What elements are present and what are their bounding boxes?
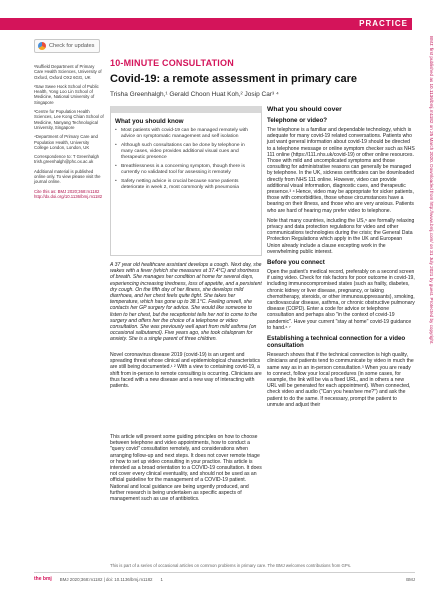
box-heading: What you should know [115,118,184,125]
series-note: This is part of a series of occasional articles on common problems in primary care. The BMJ welcomes contributions from GPs. [110,563,352,568]
affiliation-1: ¹Nuffield Department of Primary Care Health Sciences, University of Oxford, Oxford OX2 6GG, UK [34,64,102,80]
case-scenario: A 37 year old healthcare assistant develops a cough. Next day, she wakes with a fever (which she measures at 37.4°C) and shortness of breath. She manages her condition at home for several days, experiencing increasing tiredness, loss of appetite, and a persistent dry cough. On the fifth day of her illness, she develops mild diarrhoea, and her chest feels quite tight. She takes her temperature, which has gone up to 38.1°C. Feeling unwell, she contacts her GP surgery for advice. She would like someone to listen to her chest, but the receptionist tells her not to come to the surgery and offers her the choice of a telephone or video consultation. She was previously well apart from mild asthma (on occasional salbutamol). Five years ago, she took citalopram for anxiety. She is a single parent of three children. [110,262,262,343]
affiliation-4: ⁴Department of Primary Care and Population Health, University College London, London, UK [34,134,98,150]
citation-link[interactable]: Cite this as: BMJ 2020;368:m1182 http://dx.doi.org/10.1136/bmj.m1182 [34,188,103,199]
affiliation-2: ²Saw Swee Hock School of Public Health, Yong Loo Lin School of Medicine, National University of Singapore [34,83,99,105]
what-to-cover-heading: What you should cover [267,106,342,113]
telephone-or-video-heading: Telephone or video? [267,117,328,124]
key-point: • Breathlessness is a concerning symptom, though there is currently no validated tool for assessing it remotely [115,164,257,176]
key-point: • Although such consultations can be done by telephone in many cases, video provides additional visual cues and therapeutic presence [115,143,257,161]
correspondence: Correspondence to: T Greenhalgh trish.greenhalgh@phc.ox.ac.uk [34,154,100,165]
regulations-paragraph: Note that many countries, including the US,⁵ are formally relaxing privacy and data protection regulations for video and other communications technologies during the crisis; the General Data Protection Regulations which apply in the UK and European Union already include a clause excepting work in the overwhelming public interest. [267,217,415,255]
crossmark-icon [38,42,46,50]
page-number: 1 [160,576,163,582]
telephone-paragraph: The telephone is a familiar and dependable technology, which is adequate for many covid-19 related conversations. Patients who just want general information about covid-19 should be directed to a telephone message or online symptom checker such as NHS 111 online (https://111.nhs.uk/covid-19) or other online resources. Those with mild and uncomplicated symptoms and those consulting for administrative reasons can generally be managed by telephone. In the UK, sickness certificates can be downloaded directly from NHS 111 online. However, video can provide additional visual information, diagnostic cues, and therapeutic presence.³ ⁴ Hence, video may be appropriate for sicker patients, those with comorbidities, those whose circumstances have a bearing on their illness, and those who are very anxious. Patients who are hard of hearing may prefer video to telephone. [267,127,415,214]
right-column [267,106,415,412]
article-authors: Trisha Greenhalgh,¹ Gerald Choon Huat Koh,² Josip Car³ ⁴ [110,91,279,98]
before-connect-paragraph: Open the patient's medical record, preferably on a second screen if using video. Check for risk factors for poor outcome in covid-19, including immunocompromised states (such as frailty, diabetes, chronic kidney or liver disease, pregnancy, or taking chemotherapy, steroids, or other immunosuppressants), smoking, cardiovascular disease, asthma, or chronic obstructive pulmonary disease (COPD). Enter a code for advice or telephone consultation and perhaps also "in the context of covid-19 pandemic". Have your current "stay at home" covid-19 guidance to hand.⁶ ⁷ [267,269,415,331]
section-banner [0,18,412,30]
check-for-updates-button[interactable] [34,39,100,53]
footer-brand: BMJ [406,576,415,582]
key-point: • Most patients with covid-19 can be managed remotely with advice on symptomatic management and self isolation [115,128,257,140]
footer-reference: BMJ 2020;368:m1182 | doi: 10.1136/bmj.m1182 [59,576,153,582]
copyright-side-note: BMJ: first published as 10.1136/bmj.m1182 on 25 March 2020. Downloaded from http://www.bmj.com/ on 31 July 2021 by guest. Protected by copyright. [429,36,434,345]
scope-paragraph: This article will present some guiding principles on how to choose between telephone and video appointments, how to conduct a "query covid" consultation remotely, and considerations when arranging follow-up and next steps. It does not cover remote triage or how to set up video consulting in your practice. This article is intended as a broad orientation to a COVID-19 consultation. It does not cover every clinical eventuality, and should not be used as an official guideline for the management of a COVID-19 patient. National and local guidance are being urgently produced, and further research is being undertaken as specific aspects of management such as use of antibiotics. [110,434,262,503]
practice-label: PRACTICE [359,19,408,28]
additional-material-note: Additional material is published online only. To view please visit the journal online. [34,168,101,185]
article-title: Covid-19: a remote assessment in primary care [110,73,358,85]
intro-paragraph: Novel coronavirus disease 2019 (covid-19) is an urgent and spreading threat whose clinical and epidemiological characteristics are still being documented.¹ ² With a view to containing covid-19, a shift from in-person to remote consulting is occurring. Clinicians are thus faced with a new disease and a new way of interacting with patients. [110,352,262,390]
article-section-label: 10-MINUTE CONSULTATION [110,58,234,68]
what-you-should-know-box [110,106,262,256]
page-footer [34,572,415,582]
key-point: • Safety netting advice is crucial because some patients deteriorate in week 2, most commonly with pneumonia [115,179,257,191]
key-points-list [115,128,257,191]
affiliations-column [34,64,104,199]
technical-connection-heading: Establishing a technical connection for a video consultation [267,335,406,350]
check-for-updates-label: Check for updates [49,43,95,49]
technical-connection-paragraph: Research shows that if the technical connection is high quality, clinicians and patients tend to communicate by video in much the same way as in an in-person consultation.³ When you are ready to connect, follow your local procedures (in some cases, for example, the link will be via a fixed URL, and in others a new URL will be generated for each appointment). When connected, check video and audio ("Can you hear/see me?") and ask the patient to do the same. If necessary, prompt the patient to unmute and adjust their [267,352,414,408]
journal-logo: the bmj [34,576,52,582]
before-you-connect-heading: Before you connect [267,259,325,267]
affiliation-3: ³Centre for Population Health Sciences, Lee Kong Chian School of Medicine, Nanyang Technological University, Singapore [34,109,104,130]
